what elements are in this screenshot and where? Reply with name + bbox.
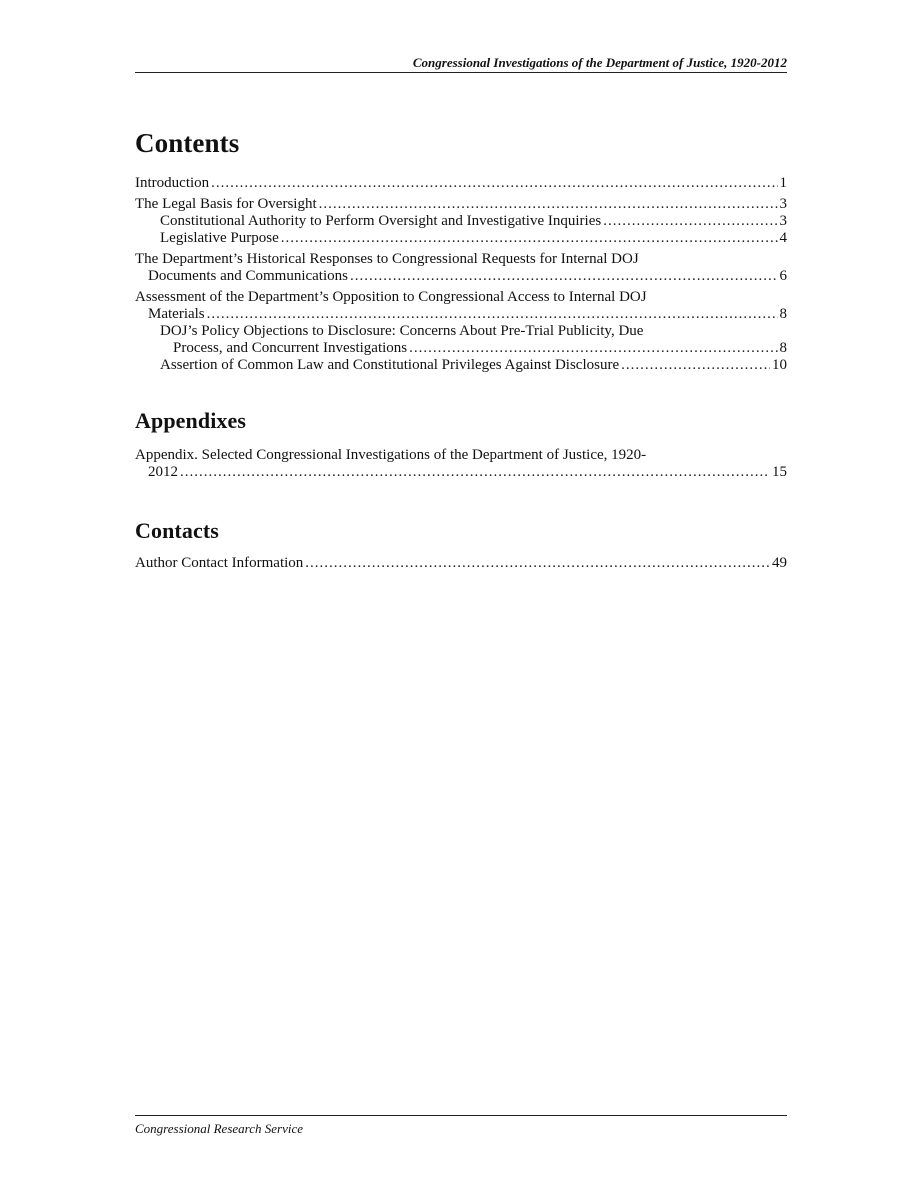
appendixes-heading: Appendixes: [135, 408, 247, 433]
toc-entry-title: Introduction: [135, 175, 210, 191]
toc-entry-title-line1: Assessment of the Department’s Opposition to Congressional Access to Internal DOJ: [135, 289, 647, 305]
dot-leader: [319, 196, 778, 213]
toc-page-number: 3: [779, 213, 787, 229]
toc-page-number: 6: [779, 268, 787, 284]
contents-heading: Contents: [135, 128, 240, 158]
contacts-list: [135, 555, 787, 572]
running-footer: Congressional Research Service: [135, 1121, 303, 1136]
toc-page-number: 8: [779, 306, 787, 322]
toc-entry-appendix[interactable]: [135, 447, 787, 481]
contacts-heading: Contacts: [135, 518, 219, 543]
dot-leader: [409, 340, 777, 357]
toc-entry-title-line2: Materials: [148, 306, 205, 322]
toc-page-number: 49: [772, 555, 787, 571]
contents-list: [135, 175, 787, 374]
toc-entry-legal-basis[interactable]: [135, 196, 787, 213]
toc-entry-title: Assertion of Common Law and Constitutional Privileges Against Disclosure: [160, 357, 620, 373]
dot-leader: [281, 230, 778, 247]
toc-entry-title-line2: Documents and Communications: [148, 268, 348, 284]
toc-entry-assessment-opposition[interactable]: [135, 289, 787, 323]
dot-leader: [305, 555, 770, 572]
toc-page-number: 10: [772, 357, 787, 373]
running-header: Congressional Investigations of the Department of Justice, 1920-2012: [412, 55, 787, 70]
toc-entry-title: Author Contact Information: [135, 555, 304, 571]
toc-entry-legislative-purpose[interactable]: [135, 230, 787, 247]
dot-leader: [180, 464, 770, 481]
toc-entry-title-line2: 2012: [148, 464, 178, 480]
toc-page-number: 8: [779, 340, 787, 356]
dot-leader: [211, 175, 777, 192]
dot-leader: [621, 357, 770, 374]
toc-entry-title: Legislative Purpose: [160, 230, 279, 246]
toc-entry-title: Constitutional Authority to Perform Oversight and Investigative Inquiries: [160, 213, 602, 229]
toc-page-number: 4: [779, 230, 787, 246]
toc-entry-historical-responses[interactable]: [135, 251, 787, 285]
toc-entry-introduction[interactable]: [135, 175, 787, 192]
table-of-contents: [135, 121, 787, 576]
toc-entry-title-line1: Appendix. Selected Congressional Investigations of the Department of Justice, 1920-: [135, 447, 647, 463]
toc-page-number: 3: [779, 196, 787, 212]
toc-entry-title-line1: DOJ’s Policy Objections to Disclosure: Concerns About Pre-Trial Publicity, Due: [160, 323, 644, 339]
toc-entry-constitutional-authority[interactable]: [135, 213, 787, 230]
toc-page-number: 1: [779, 175, 787, 191]
toc-entry-title-line1: The Department’s Historical Responses to Congressional Requests for Internal DOJ: [135, 251, 639, 267]
toc-entry-title-line2: Process, and Concurrent Investigations: [173, 340, 408, 356]
dot-leader: [207, 306, 778, 323]
dot-leader: [350, 268, 778, 285]
footer-rule: [135, 1115, 787, 1116]
header-rule: [135, 72, 787, 73]
toc-entry-privilege-assertion[interactable]: [135, 357, 787, 374]
toc-entry-title: The Legal Basis for Oversight: [135, 196, 317, 212]
appendixes-list: [135, 447, 787, 481]
dot-leader: [603, 213, 777, 230]
toc-entry-policy-objections[interactable]: [135, 323, 787, 357]
toc-entry-author-contact[interactable]: [135, 555, 787, 572]
toc-page-number: 15: [772, 464, 787, 480]
